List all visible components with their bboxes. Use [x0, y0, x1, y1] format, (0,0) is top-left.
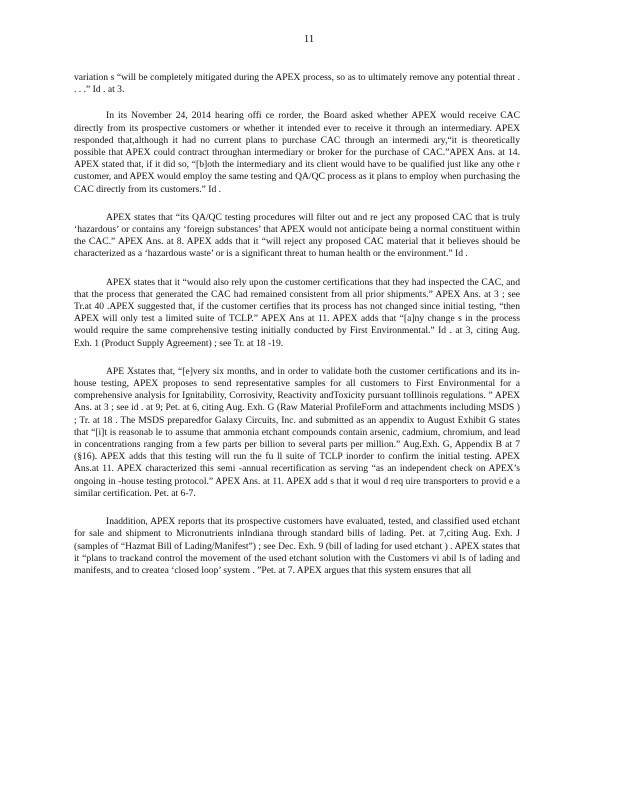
paragraph-intermediary: In its November 24, 2014 hearing offi ce rorder, the Board asked whether APEX would receive CAC directly from its prospective customers or whether it intended ever to receive it through an intermediary. APEX responded that,although it had no current plans to purchase CAC through an intermedi ary,“it is theoretically possible that APEX could contract throughan intermediary or broker for the purchase of CAC.”APEX Ans. at 14. APEX stated that, if it did so, “[b]oth the intermediary and its client would have to be qualified just like any othe r customer, and APEX would employ the same testing and QA/QC process as it plans to employ when purchasing the CAC directly from its customers.” Id .: [74, 110, 520, 195]
paragraph-bills-of-lading: Inaddition, APEX reports that its prospective customers have evaluated, tested, and classified used etchant for sale and shipment to Micronutrients inIndiana through standard bills of lading. Pet. at 7,citing Aug. Exh. J (samples of “Hazmat Bill of Lading/Manifest”) ; see Dec. Exh. 9 (bill of lading for used etchant ) . APEX states that it “plans to trackand control the movement of the used etchant solution with the Customers vi abil ls of lading and manifests, and to createa ‘closed loop’ system . ”Pet. at 7. APEX argues that this system ensures that all: [74, 516, 520, 576]
paragraph-semiannual-testing: APE Xstates that, “[e]very six months, and in order to validate both the customer certifications and its in-house testing, APEX proposes to send representative samples for all customers to First Environmental for a comprehensive analysis for Ignitability, Corrosivity, Reactivity andToxicity pursuant toIllinois regulations. ” APEX Ans. at 3 ; see id . at 9; Pet. at 6, citing Aug. Exh. G (Raw Material ProfileForm and attachments including MSDS ) ; Tr. at 18 . The MSDS preparedfor Galaxy Circuits, Inc. and submitted as an appendix to August Exhibit G states that “[i]t is reasonab le to assume that ammonia etchant compounds contain arsenic, cadmium, chromium, and lead in concentrations ranging from a few parts per billion to several parts per million.” Aug.Exh. G, Appendix B at 7 (§16). APEX adds that this testing will run the fu ll suite of TCLP inorder to confirm the initial testing. APEX Ans.at 11. APEX characterized this semi -annual recertification as serving “as an independent check on APEX’s ongoing in -house testing protocol.” APEX Ans. at 11. APEX add s that it woul d req uire transporters to provid e a similar certification. Pet. at 6-7.: [74, 365, 520, 499]
page-number: 11: [303, 33, 315, 45]
paragraph-customer-certifications: APEX states that it “would also rely upon the customer certifications that they had inspected the CAC, and that the process that generated the CAC had remained consistent from all prior shipments.” APEX Ans. at 3 ; see Tr.at 40 .APEX suggested that, if the customer certifies that its process has not changed since initial testing, “then APEX will only test a limited suite of TCLP.” APEX Ans at 11. APEX adds that “[a]ny change s in the process would require the same comprehensive testing initially conducted by First Environmental.” Id . at 3, citing Aug. Exh. 1 (Product Supply Agreement) ; see Tr. at 18 -19.: [74, 276, 520, 349]
paragraph-qa-qc-testing: APEX states that “its QA/QC testing procedures will filter out and re ject any proposed CAC that is truly ‘hazardous’ or contains any ‘foreign substances’ that APEX would not anticipate being a normal constituent within the CAC.” APEX Ans. at 8. APEX adds that it “will reject any proposed CAC material that it believes should be characterized as a ‘hazardous waste’ or is a significant threat to human health or the environment.” Id .: [74, 211, 520, 260]
body-text: [74, 72, 520, 593]
paragraph-continuation: variation s “will be completely mitigated during the APEX process, so as to ultimately remove any potential threat . . . .” Id . at 3.: [74, 72, 520, 96]
